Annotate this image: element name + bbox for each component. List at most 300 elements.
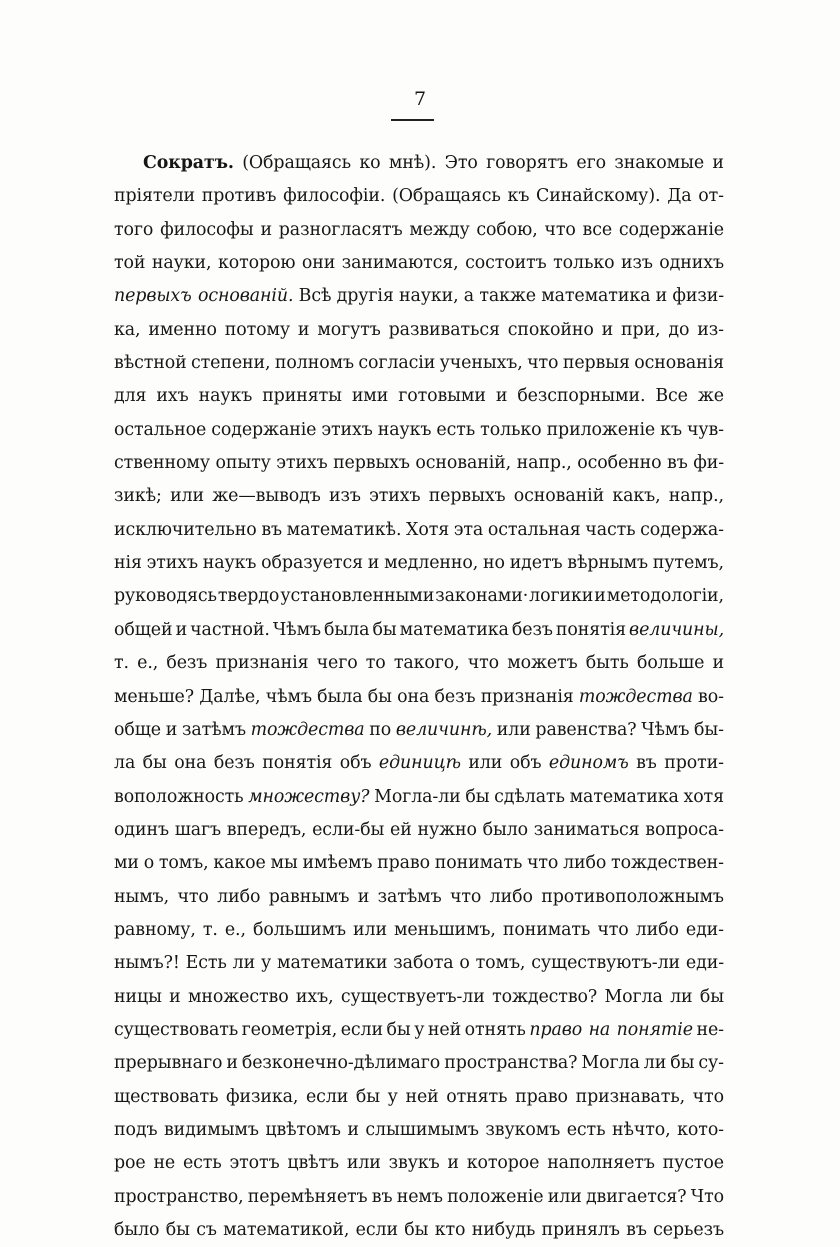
- word: у: [387, 1086, 398, 1107]
- word: вопроса-: [645, 819, 724, 840]
- text-line: [114, 1147, 724, 1180]
- word: наполняетъ: [547, 1153, 655, 1174]
- word: зикѣ;: [114, 486, 162, 507]
- word: приняты: [262, 386, 342, 407]
- word: ли: [670, 986, 693, 1007]
- word: состоитъ: [465, 253, 547, 274]
- word: Могла: [604, 986, 663, 1007]
- word: въ: [261, 519, 282, 540]
- word: шагъ: [174, 819, 221, 840]
- word: исключительно: [114, 519, 257, 540]
- word: и: [226, 1053, 238, 1074]
- word: звукъ: [388, 1153, 440, 1174]
- word: частной.: [190, 619, 270, 640]
- word: чув-: [686, 419, 724, 440]
- word: понимать: [502, 919, 591, 940]
- word: между: [409, 219, 470, 240]
- word: и: [347, 1119, 359, 1140]
- word: или: [353, 919, 387, 940]
- word: Хотя: [406, 519, 450, 540]
- word: ученыхъ,: [439, 353, 523, 374]
- word: что: [467, 653, 500, 674]
- word: и: [495, 386, 508, 407]
- word: разногласятъ: [278, 219, 403, 240]
- italic-term: единицѣ: [378, 753, 461, 774]
- word: кото-: [677, 1119, 724, 1140]
- word: до: [668, 319, 690, 340]
- word: существуютъ-ли: [531, 953, 681, 974]
- word: ществовать: [114, 1086, 219, 1107]
- word: которое: [466, 1153, 540, 1174]
- word: о: [143, 853, 155, 874]
- word: отнять: [446, 1086, 508, 1107]
- text-line: [114, 1114, 724, 1147]
- word: ницы: [114, 986, 162, 1007]
- word: и: [601, 319, 614, 340]
- word: равенства?: [535, 719, 637, 740]
- text-line: [114, 147, 724, 180]
- word: содержа-: [640, 519, 724, 540]
- text-line: [114, 847, 724, 880]
- word: и: [357, 886, 370, 907]
- word: но: [483, 553, 505, 574]
- word: Есть: [185, 953, 227, 974]
- word: была: [324, 619, 370, 640]
- word: пріятели: [114, 186, 196, 207]
- word: какъ,: [612, 486, 661, 507]
- word: геометрія,: [241, 1019, 338, 1040]
- word: признанія: [480, 686, 574, 707]
- word: затѣмъ: [181, 719, 246, 740]
- word: безъ: [434, 686, 476, 707]
- text-line: [114, 747, 724, 780]
- word: была: [317, 686, 363, 707]
- word: есть: [182, 1153, 222, 1174]
- word: и: [594, 586, 606, 607]
- word: физика,: [225, 1086, 299, 1107]
- word: другія: [336, 286, 394, 307]
- word: меньше?: [114, 686, 194, 707]
- text-line: [114, 1081, 724, 1114]
- word: не-: [696, 1019, 724, 1040]
- word: науки,: [151, 253, 212, 274]
- word: наукъ: [377, 419, 432, 440]
- word: и: [712, 653, 724, 674]
- word: забота: [393, 953, 454, 974]
- word: или: [496, 719, 531, 740]
- word: или: [468, 753, 503, 774]
- word: въ: [636, 753, 657, 774]
- word: рое: [114, 1153, 146, 1174]
- word: нибудь: [471, 1220, 536, 1240]
- word: ихъ: [156, 386, 189, 407]
- word: занимаются,: [341, 253, 459, 274]
- word: Могла: [581, 1053, 640, 1074]
- word: наукъ: [198, 386, 253, 407]
- word: впередъ,: [226, 819, 307, 840]
- word: у: [414, 1019, 425, 1040]
- word: изъ: [620, 253, 653, 274]
- word: идетъ: [509, 553, 563, 574]
- word: можетъ: [507, 653, 578, 674]
- word: во-: [698, 686, 724, 707]
- word: ка,: [114, 319, 141, 340]
- word: есть: [436, 419, 476, 440]
- word: математика: [569, 786, 679, 807]
- word: равнымъ: [268, 886, 350, 907]
- word: при,: [621, 319, 661, 340]
- word: согласіи: [358, 353, 436, 374]
- text-line: [114, 214, 724, 247]
- italic-term: тождества: [250, 719, 365, 740]
- word: мнѣ).: [388, 153, 437, 173]
- word: о: [459, 953, 470, 974]
- word: путемъ,: [652, 553, 724, 574]
- word: и: [260, 219, 272, 240]
- word: первыхъ: [333, 453, 410, 474]
- word: слышимымъ: [365, 1119, 479, 1140]
- text-line: [114, 1014, 724, 1047]
- word: прерывнаго: [114, 1053, 223, 1074]
- text-line: [114, 180, 724, 213]
- word: его: [576, 153, 606, 173]
- word: цвѣтомъ: [265, 1119, 341, 1140]
- word: того: [114, 219, 154, 240]
- word: такого,: [393, 653, 460, 674]
- word: нымъ?!: [114, 953, 180, 974]
- word: для: [114, 386, 147, 407]
- word: тождество?: [492, 986, 598, 1007]
- italic-term: величины,: [629, 619, 724, 640]
- word: отнять: [464, 1019, 526, 1040]
- word: ней: [405, 1086, 439, 1107]
- word: математика: [541, 286, 651, 307]
- text-line: [114, 947, 724, 980]
- text-line: [114, 514, 724, 547]
- word: ли: [643, 1053, 667, 1074]
- word: и: [165, 719, 178, 740]
- word: къ: [507, 186, 530, 207]
- word: затѣмъ: [377, 886, 442, 907]
- word: понимать: [434, 853, 523, 874]
- page-number-rule: [391, 119, 434, 121]
- word: кто: [434, 1220, 466, 1240]
- italic-term: множеству?: [248, 786, 370, 807]
- word: по: [369, 719, 392, 740]
- word: признавать,: [575, 1086, 686, 1107]
- word: опыту: [215, 453, 271, 474]
- word: Далѣе,: [199, 686, 261, 707]
- word: е.,: [137, 653, 159, 674]
- word: готовыми: [398, 386, 486, 407]
- word: равному,: [114, 919, 196, 940]
- word: принялъ: [541, 1220, 620, 1240]
- word: что: [544, 219, 576, 240]
- word: которою: [217, 253, 296, 274]
- text-line: [114, 714, 724, 747]
- text-line: [114, 580, 724, 613]
- word: наукъ: [202, 553, 257, 574]
- word: бы: [355, 1086, 381, 1107]
- word: чего: [316, 653, 358, 674]
- text-line: [114, 480, 724, 513]
- word: противъ: [201, 186, 277, 207]
- word: Это: [444, 153, 478, 173]
- word: заниматься: [533, 819, 640, 840]
- word: ли: [232, 953, 256, 974]
- word: этихъ: [369, 486, 421, 507]
- word: тождествен-: [611, 853, 724, 874]
- word: существовать: [114, 1019, 239, 1040]
- word: бы: [367, 686, 392, 707]
- word: этихъ: [321, 419, 373, 440]
- word: т.: [114, 653, 129, 674]
- word: ми: [114, 853, 139, 874]
- text-line: [114, 681, 724, 714]
- word: этихъ: [276, 453, 328, 474]
- word: пространство,: [114, 1186, 244, 1207]
- word: ственному: [114, 453, 210, 474]
- word: меньшимъ,: [393, 919, 496, 940]
- word: противоположнымъ: [541, 886, 724, 907]
- text-line: [114, 414, 724, 447]
- word: напр.,: [668, 486, 724, 507]
- word: философы: [160, 219, 254, 240]
- word: если: [355, 1220, 398, 1240]
- word: было: [482, 819, 529, 840]
- word: установленными: [280, 586, 435, 607]
- word: подъ: [114, 1119, 158, 1140]
- word: математики: [277, 953, 388, 974]
- word: то: [365, 653, 386, 674]
- word: Могла-ли: [374, 786, 461, 807]
- word: серьезъ: [653, 1220, 724, 1240]
- word: воположность: [114, 786, 244, 807]
- word: могутъ: [317, 319, 381, 340]
- text-line: [114, 447, 724, 480]
- word: остальное: [114, 419, 207, 440]
- word: безспорными.: [517, 386, 646, 407]
- body-text: [114, 147, 724, 1247]
- word: къ: [660, 419, 682, 440]
- word: т.: [202, 919, 218, 940]
- word: либо: [489, 886, 533, 907]
- word: е.,: [224, 919, 246, 940]
- word: чѣмъ: [265, 686, 312, 707]
- word: если: [340, 1019, 383, 1040]
- word: безъ: [213, 753, 255, 774]
- word: и: [169, 986, 181, 1007]
- word: немъ: [396, 1186, 443, 1207]
- word: либо: [563, 853, 607, 874]
- word: только: [553, 253, 615, 274]
- word: и: [655, 286, 668, 307]
- word: этотъ: [229, 1153, 280, 1174]
- word: если: [305, 1086, 349, 1107]
- word: фи-: [693, 453, 724, 474]
- word: знакомые: [614, 153, 705, 173]
- word: су-: [698, 1053, 724, 1074]
- word: изъ: [328, 486, 361, 507]
- word: не: [153, 1153, 176, 1174]
- word: или: [346, 1153, 381, 1174]
- word: что: [692, 1086, 724, 1107]
- word: бы: [465, 786, 490, 807]
- word: (Обращаясь: [242, 153, 351, 173]
- word: эта: [453, 519, 484, 540]
- word: из-: [697, 319, 724, 340]
- word: что: [449, 886, 482, 907]
- word: однихъ: [659, 253, 724, 274]
- word: больше: [636, 653, 705, 674]
- word: либо: [635, 919, 679, 940]
- word: понятія: [262, 753, 333, 774]
- word: двигается?: [585, 1186, 687, 1207]
- word: есть: [566, 1119, 606, 1140]
- word: методологіи,: [606, 586, 724, 607]
- text-line: [114, 981, 724, 1014]
- word: еди-: [685, 953, 724, 974]
- word: бы: [699, 986, 724, 1007]
- italic-term: первыхъ основаній.: [114, 286, 294, 307]
- word: нія: [114, 553, 142, 574]
- word: положеніе: [447, 1186, 544, 1207]
- word: законами·: [435, 586, 529, 607]
- word: существуетъ-ли: [340, 986, 485, 1007]
- word: и: [447, 1153, 459, 1174]
- word: либо: [217, 886, 261, 907]
- text-line: [114, 1047, 724, 1080]
- word: основанія: [634, 353, 724, 374]
- word: первыхъ: [428, 486, 506, 507]
- word: безъ: [511, 619, 553, 640]
- word: объ: [339, 753, 372, 774]
- word: науки,: [398, 286, 459, 307]
- word: общей: [114, 619, 173, 640]
- word: бы: [165, 1220, 190, 1240]
- word: Чѣмъ: [641, 719, 690, 740]
- italic-term: единомъ: [548, 753, 629, 774]
- word: говорятъ: [486, 153, 569, 173]
- text-line: [114, 347, 724, 380]
- word: основаній: [513, 486, 605, 507]
- word: съ: [196, 1220, 217, 1240]
- word: быть: [585, 653, 629, 674]
- word: право: [377, 853, 430, 874]
- italic-term: тождества: [578, 686, 693, 707]
- text-line: [114, 314, 724, 347]
- word: Всѣ: [298, 286, 332, 307]
- word: от-: [698, 186, 724, 207]
- word: развиваться: [388, 319, 500, 340]
- word: и: [175, 619, 188, 640]
- word: физи-: [672, 286, 724, 307]
- word: логики: [529, 586, 594, 607]
- word: философіи.: [283, 186, 386, 207]
- word: было: [114, 1220, 160, 1240]
- word: что: [527, 853, 559, 874]
- word: пустое: [662, 1153, 724, 1174]
- word: также: [479, 286, 536, 307]
- text-line: [114, 547, 724, 580]
- word: а: [463, 286, 475, 307]
- word: полномъ: [274, 353, 354, 374]
- word: ей: [390, 819, 412, 840]
- word: основаній,: [415, 453, 512, 474]
- text-line: [114, 1214, 724, 1247]
- word: (Обращаясь: [392, 186, 501, 207]
- text-line: [114, 1181, 724, 1214]
- word: бы-: [694, 719, 724, 740]
- text-line: [114, 380, 724, 413]
- word: математикой,: [223, 1220, 350, 1240]
- word: какое: [213, 853, 266, 874]
- word: часть: [585, 519, 636, 540]
- word: и: [712, 153, 724, 173]
- word: если-бы: [312, 819, 385, 840]
- word: бы: [404, 1220, 429, 1240]
- word: руководясь: [114, 586, 217, 607]
- text-line: [114, 914, 724, 947]
- word: право: [515, 1086, 568, 1107]
- word: томъ,: [475, 953, 526, 974]
- word: въ: [626, 1220, 647, 1240]
- word: звукомъ: [485, 1119, 561, 1140]
- word: спокойно: [507, 319, 594, 340]
- word: въ: [371, 1186, 393, 1207]
- word: сдѣлать: [494, 786, 565, 807]
- word: она: [174, 753, 207, 774]
- word: и: [367, 553, 380, 574]
- text-line: [114, 280, 724, 313]
- word: вѣрнымъ: [567, 553, 648, 574]
- word: бы: [372, 619, 397, 640]
- word: въ: [667, 453, 688, 474]
- word: у: [261, 953, 272, 974]
- word: вѣстной: [114, 353, 187, 374]
- word: первыя: [562, 353, 630, 374]
- word: ими: [351, 386, 389, 407]
- word: что: [527, 353, 559, 374]
- word: ко: [359, 153, 381, 173]
- word: цвѣтъ: [287, 1153, 340, 1174]
- word: все: [582, 219, 613, 240]
- word: нымъ,: [114, 886, 170, 907]
- word: только: [480, 419, 542, 440]
- text-line: [114, 881, 724, 914]
- word: содержаніе: [211, 419, 317, 440]
- word: нужно: [417, 819, 477, 840]
- word: большимъ: [252, 919, 346, 940]
- word: безконечно-дѣлимаго: [241, 1053, 441, 1074]
- word: понятія: [555, 619, 626, 640]
- word: ихъ,: [295, 986, 334, 1007]
- word: она: [397, 686, 430, 707]
- word: пространства?: [444, 1053, 578, 1074]
- word: признанія: [215, 653, 309, 674]
- text-line: [114, 247, 724, 280]
- word: математикѣ.: [286, 519, 402, 540]
- word: объ: [509, 753, 542, 774]
- italic-term: право на понятіе: [529, 1019, 693, 1040]
- word: медленно,: [384, 553, 479, 574]
- word: или: [547, 1186, 582, 1207]
- word: бы: [142, 753, 167, 774]
- word: твердо: [217, 586, 280, 607]
- word: приложеніе: [546, 419, 656, 440]
- word: собою,: [476, 219, 538, 240]
- word: математика: [399, 619, 509, 640]
